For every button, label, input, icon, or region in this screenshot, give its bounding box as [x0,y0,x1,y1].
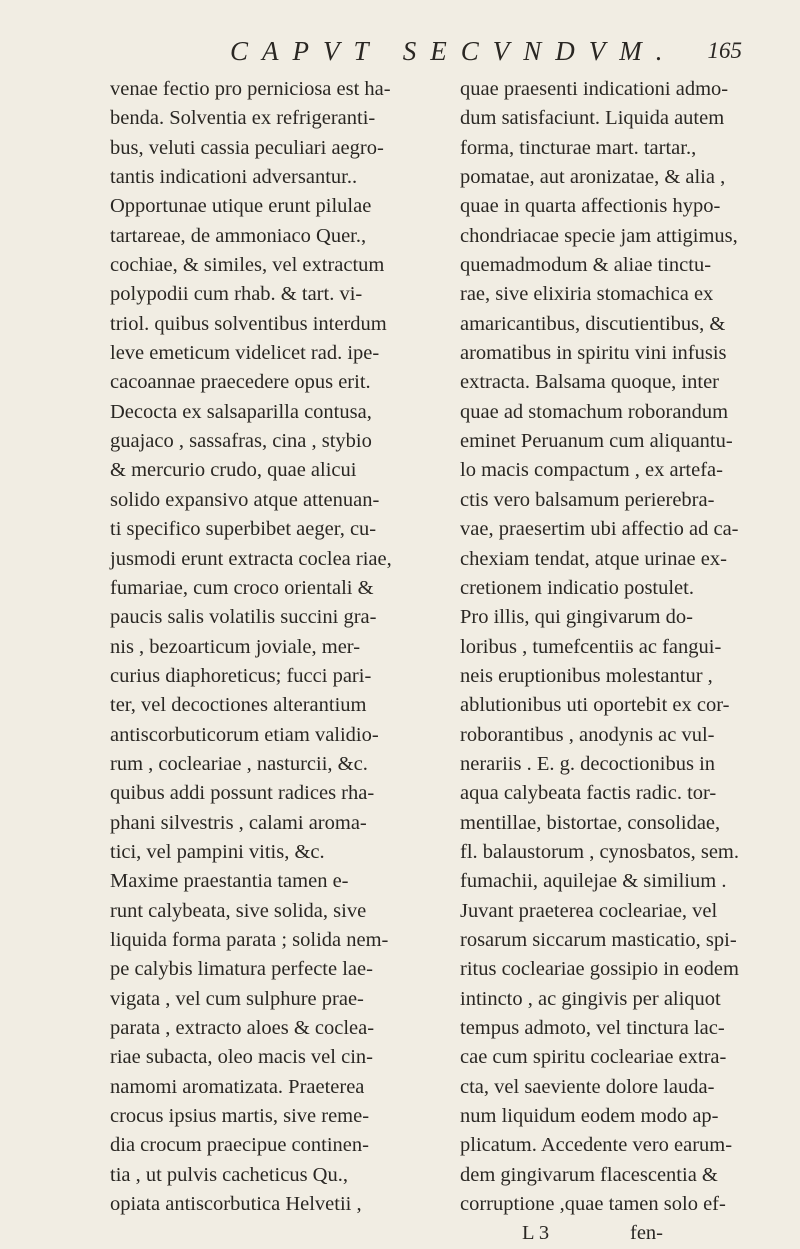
page-header [120,28,760,78]
text-line: tantis indicationi adversantur.. [110,166,358,189]
text-line: dem gingivarum flacescentia & [460,1163,718,1186]
left-text-column [110,75,440,1219]
text-line: rosarum siccarum masticatio, spi- [460,928,737,951]
text-line: quae ad stomachum roborandum [460,400,729,423]
text-line: rae, sive elixiria stomachica ex [460,283,714,306]
text-line: polypodii cum rhab. & tart. vi- [110,283,363,306]
text-line: cae cum spiritu cocleariae extra- [460,1046,727,1069]
text-line: vae, praesertim ubi affectio ad ca- [460,518,739,541]
text-line: paucis salis volatilis succini gra- [110,606,377,629]
text-line: tartareae, de ammoniaco Quer., [110,224,367,247]
text-line: Maxime praestantia tamen e- [110,870,349,893]
text-line: fumariae, cum croco orientali & [110,576,374,599]
text-line: runt calybeata, sive solida, sive [110,899,367,922]
text-line: crocus ipsius martis, sive reme- [110,1105,370,1128]
page-number: 165 [707,38,742,63]
text-line: ter, vel decoctiones alterantium [110,694,367,717]
text-line: loribus , tumefcentiis ac fangui- [460,635,722,658]
text-line: cacoannae praecedere opus erit. [110,371,371,394]
text-line: pomatae, aut aronizatae, & alia , [460,166,726,189]
text-line: namomi aromatizata. Praeterea [110,1075,365,1098]
text-line: venae fectio pro perniciosa est ha- [110,78,391,100]
text-line: ctis vero balsamum perierebra- [460,488,715,511]
text-line: corruptione ,quae tamen solo ef- [460,1193,726,1216]
text-line: vigata , vel cum sulphure prae- [110,987,364,1010]
text-line: neis eruptionibus molestantur , [460,664,713,687]
text-line: chexiam tendat, atque urinae ex- [460,547,727,570]
text-line: intincto , ac gingivis per aliquot [460,987,721,1010]
text-line: Pro illis, qui gingivarum do- [460,606,693,629]
text-line: amaricantibus, discutientibus, & [460,312,726,335]
text-line: & mercurio crudo, quae alicui [110,459,357,482]
text-line: antiscorbuticorum etiam validio- [110,723,379,746]
text-line: riae subacta, oleo macis vel cin- [110,1046,373,1069]
catchword: fen- [630,1222,664,1245]
text-line: ablutionibus uti oportebit ex cor- [460,694,730,717]
text-line: parata , extracto aloes & coclea- [110,1017,375,1039]
text-line: quemadmodum & aliae tinctu- [460,254,712,277]
text-line: tici, vel pampini vitis, &c. [110,840,325,863]
text-line: benda. Solventia ex refrigeranti- [110,107,376,130]
text-line: quae in quarta affectionis hypo- [460,195,721,218]
text-line: dia crocum praecipue continen- [110,1134,369,1157]
text-line: mentillae, bistortae, consolidae, [460,811,721,834]
text-line: Juvant praeterea cocleariae, vel [460,899,718,922]
text-line: jusmodi erunt extracta coclea riae, [110,547,392,570]
text-line: nis , bezoarticum joviale, mer- [110,635,361,658]
text-line: aqua calybeata factis radic. tor- [460,782,717,805]
text-line: solido expansivo atque attenuan- [110,488,380,511]
text-line: quibus addi possunt radices rha- [110,782,375,805]
text-line: cochiae, & similes, vel extractum [110,254,385,277]
right-text-column [460,75,790,1249]
text-line: extracta. Balsama quoque, inter [460,371,719,394]
text-line: curius diaphoreticus; fucci pari- [110,664,372,687]
text-line: bus, veluti cassia peculiari aegro- [110,136,384,159]
text-line: phani silvestris , calami aroma- [110,811,367,834]
text-line: quae praesenti indicationi admo- [460,78,729,100]
text-line: ti specifico superbibet aeger, cu- [110,518,377,541]
footer-line [460,1219,790,1248]
text-line: tempus admoto, vel tinctura lac- [460,1017,725,1039]
text-line: cretionem indicatio postulet. [460,576,694,599]
text-line: triol. quibus solventibus interdum [110,312,387,335]
text-line: dum satisfaciunt. Liquida autem [460,107,725,130]
text-line: opiata antiscorbutica Helvetii , [110,1193,362,1216]
text-line: leve emeticum videlicet rad. ipe- [110,342,380,365]
text-line: chondriacae specie jam attigimus, [460,224,738,247]
text-line: guajaco , sassafras, cina , stybio [110,430,372,453]
text-line: num liquidum eodem modo ap- [460,1105,719,1128]
text-line: pe calybis limatura perfecte lae- [110,958,373,981]
text-line: aromatibus in spiritu vini infusis [460,342,727,365]
text-line: fl. balaustorum , cynosbatos, sem. [460,840,739,863]
text-line: cta, vel saeviente dolore lauda- [460,1075,715,1098]
text-line: lo macis compactum , ex artefa- [460,459,723,482]
text-line: liquida forma parata ; solida nem- [110,928,389,951]
text-line: eminet Peruanum cum aliquantu- [460,430,733,453]
text-line: rum , cocleariae , nasturcii, &c. [110,752,368,775]
text-line: roborantibus , anodynis ac vul- [460,723,715,746]
text-line: forma, tincturae mart. tartar., [460,136,697,159]
text-line: nerariis . E. g. decoctionibus in [460,752,716,775]
text-line: Opportunae utique erunt pilulae [110,195,372,218]
text-line: tia , ut pulvis cacheticus Qu., [110,1163,348,1186]
text-line: ritus cocleariae gossipio in eodem [460,958,739,981]
signature-mark: L 3 [522,1222,550,1245]
text-line: fumachii, aquilejae & similium . [460,870,727,893]
text-line: plicatum. Accedente vero earum- [460,1134,733,1157]
text-line: Decocta ex salsaparilla contusa, [110,400,372,423]
running-title: CAPVT SECVNDVM. [230,36,677,66]
